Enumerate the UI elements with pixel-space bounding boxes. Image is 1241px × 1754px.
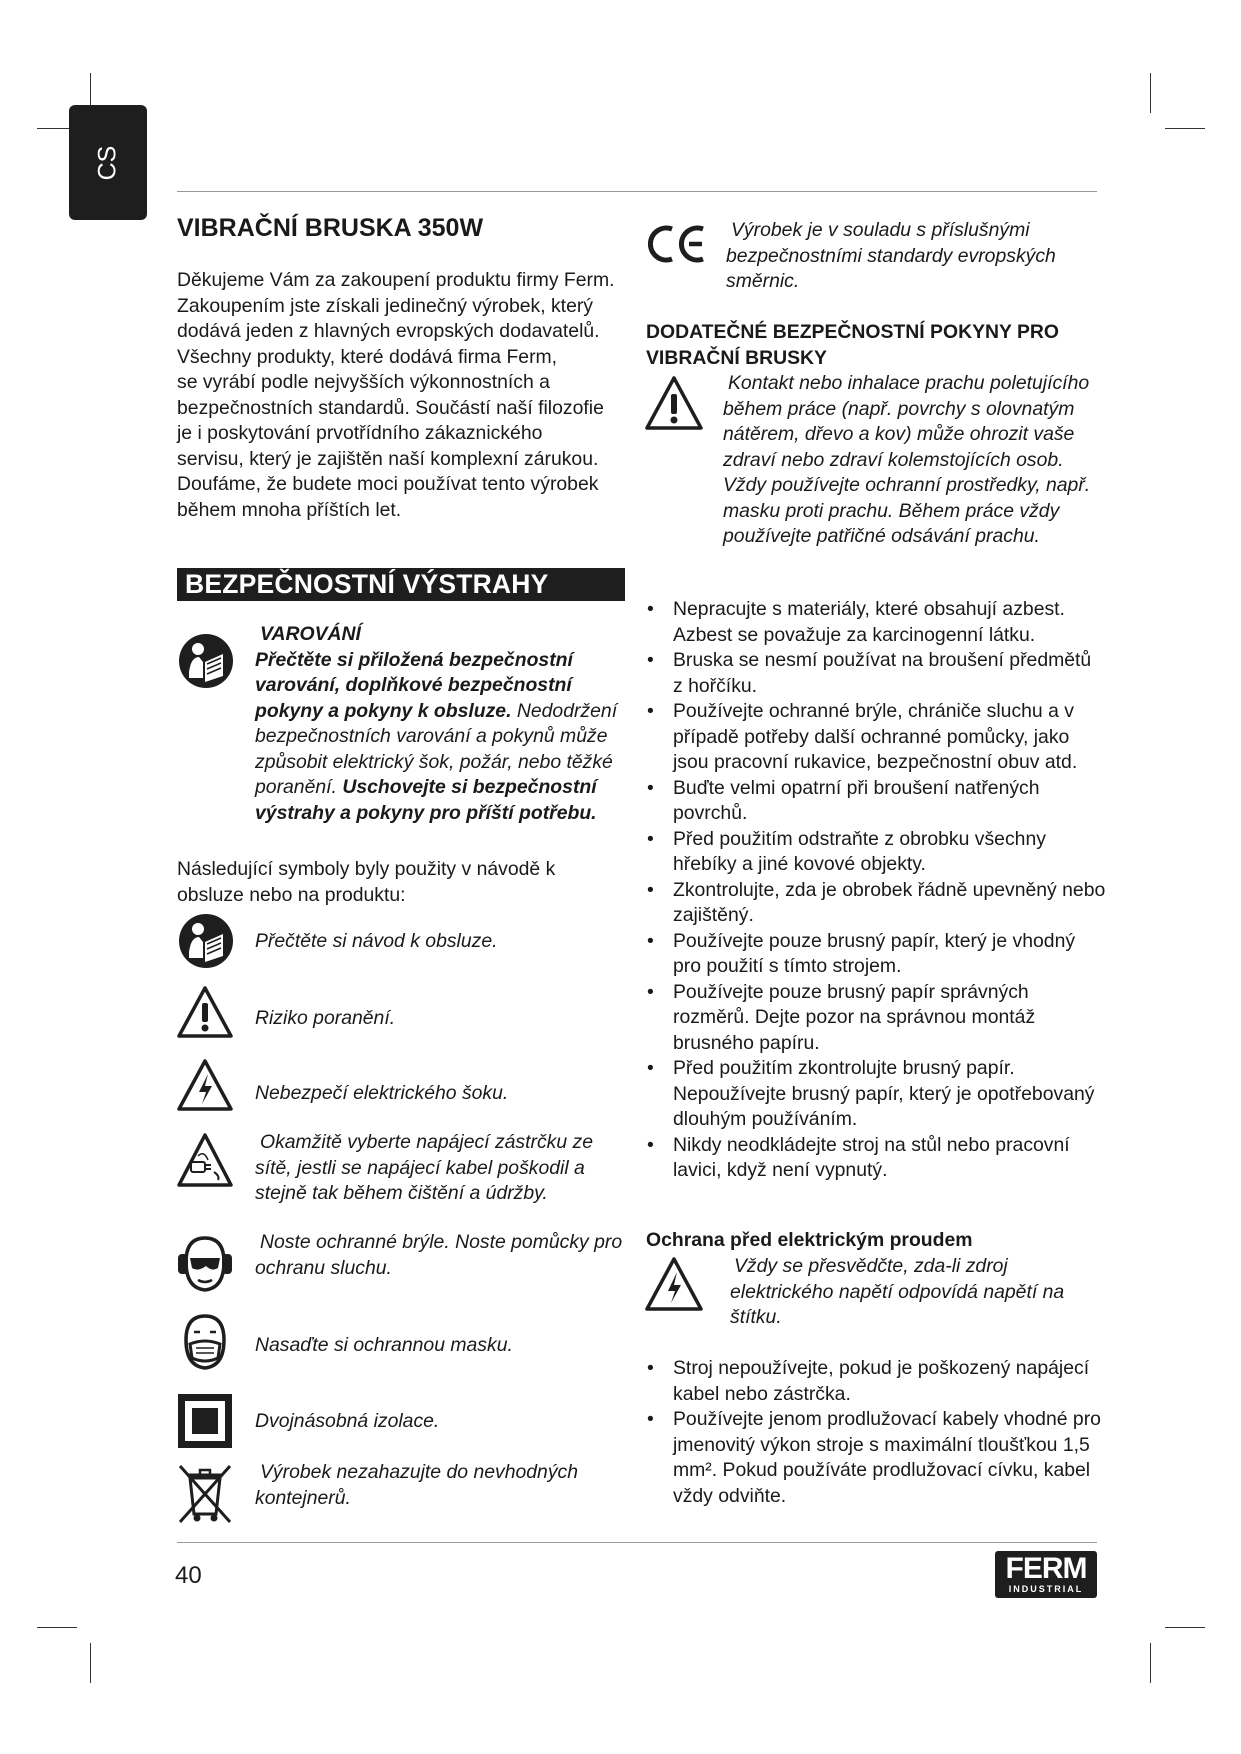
crop-mark xyxy=(1165,1627,1205,1628)
symbol-text: Nebezpečí elektrického šoku. xyxy=(255,1082,509,1104)
list-item: • Zkontrolujte, zda je obrobek řádně upevněný nebo zajištěný. xyxy=(646,878,1106,929)
dust-mask-icon xyxy=(176,1310,234,1372)
goggles-ear-protection-icon xyxy=(176,1232,234,1294)
language-tab xyxy=(69,105,147,220)
list-item xyxy=(646,1407,1106,1509)
symbol-text: Okamžitě vyberte napájecí zástrčku ze sítě, jestli se napájecí kabel poškodil a stejně tak během čištění a údržby. xyxy=(255,1131,594,1204)
warning-text-1: Nedodržení bezpečnostních varování a pokynů může způsobit elektrický šok, požár, nebo těžké poranění. xyxy=(255,699,618,798)
additional-heading: DODATEČNÉ BEZPEČNOSTNÍ POKYNY PRO VIBRAČNÍ BRUSKY xyxy=(646,321,1059,369)
symbols-intro: Následující symboly byly použity v návodě k obsluze nebo na produktu: xyxy=(177,858,556,906)
electric-heading: Ochrana před elektrickým proudem xyxy=(646,1229,973,1251)
symbol-text: Dvojnásobná izolace. xyxy=(255,1410,440,1432)
crop-mark xyxy=(1165,128,1205,129)
crop-mark xyxy=(90,1643,91,1683)
symbol-text: Přečtěte si návod k obsluze. xyxy=(255,930,498,952)
intro-line: bezpečnostních standardů. Součástí naší filozofie xyxy=(177,396,604,419)
list-item-text-cont: Pokud používáte prodlužovací cívku, kabel vždy odviňte. xyxy=(673,1459,1091,1507)
electric-bullets xyxy=(646,1356,1106,1509)
logo-wordmark: FERM xyxy=(1005,1552,1087,1585)
intro-line: servisu, který je zajištěn naší komplexní zárukou. xyxy=(177,447,599,470)
intro-line: dodává jeden z hlavných evropských dodavatelů. xyxy=(177,320,600,342)
language-code: CS xyxy=(93,145,122,180)
symbol-text: Noste ochranné brýle. Noste pomůcky pro ochranu sluchu. xyxy=(255,1231,623,1279)
list-item: • Bruska se nesmí používat na broušení předmětů z hořčíku. xyxy=(646,648,1106,699)
warning-bold-2: Uschovejte si bezpečnostní výstrahy a pokyny pro příští potřebu. xyxy=(255,776,597,824)
intro-line: se vyrábí podle nejvyšších výkonnostních a xyxy=(177,371,550,393)
warning-bold-1: Přečtěte si přiložená bezpečnostní varování, doplňkové bezpečnostní pokyny a pokyny k obsluze. xyxy=(255,648,573,722)
warning-triangle-icon xyxy=(176,985,234,1039)
intro-line: Děkujeme Vám za zakoupení produktu firmy Ferm. xyxy=(177,269,615,291)
crossed-bin-icon xyxy=(176,1462,234,1526)
list-item: • Používejte pouze brusný papír, který je vhodný pro použití s tímto strojem. xyxy=(646,929,1106,980)
crop-mark xyxy=(1150,1643,1151,1683)
bottom-rule xyxy=(177,1542,1097,1543)
list-item-text: Používejte jenom prodlužovací kabely vhodné pro jmenovitý výkon stroje s maximální tloušťkou 1,5 mm². xyxy=(673,1408,1101,1481)
ce-mark-icon xyxy=(645,221,707,267)
intro-line: Zakoupením jste získali jedinečný výrobek, který xyxy=(177,294,593,317)
crop-mark xyxy=(1150,73,1151,113)
electric-shock-icon xyxy=(176,1058,234,1112)
intro-line: Všechny produkty, které dodává firma Ferm, xyxy=(177,345,558,368)
warning-triangle-icon xyxy=(644,375,704,431)
list-item: • Používejte pouze brusný papír správných rozměrů. Dejte pozor na správnou montáž brusného papíru. xyxy=(646,980,1106,1057)
warning-label: VAROVÁNÍ xyxy=(260,623,361,645)
intro-line: během mnoha příštích let. xyxy=(177,498,402,521)
read-manual-icon xyxy=(177,632,235,690)
warning-text xyxy=(255,622,635,826)
ce-text: Výrobek je v souladu s příslušnými bezpečnostními standardy evropských směrnic. xyxy=(726,219,1056,292)
section-heading: BEZPEČNOSTNÍ VÝSTRAHY xyxy=(177,568,625,601)
intro-line: je i poskytování prvotřídního zákaznického xyxy=(177,422,543,444)
logo-subtitle: INDUSTRIAL xyxy=(1008,1584,1084,1594)
read-manual-icon xyxy=(177,912,235,970)
symbol-text: Riziko poranění. xyxy=(255,1007,396,1029)
safety-bullets xyxy=(646,597,1106,1184)
page-number: 40 xyxy=(175,1562,202,1589)
list-item: • Před použitím odstraňte z obrobku všechny hřebíky a jiné kovové objekty. xyxy=(646,827,1106,878)
ferm-logo xyxy=(995,1551,1097,1598)
list-item: • Buďte velmi opatrní při broušení natřených povrchů. xyxy=(646,776,1106,827)
list-item: • Stroj nepoužívejte, pokud je poškozený napájecí kabel nebo zástrčka. xyxy=(646,1356,1106,1407)
electric-text: Vždy se přesvědčte, zda-li zdroj elektrického napětí odpovídá napětí na štítku. xyxy=(730,1255,1065,1328)
list-item: • Používejte ochranné brýle, chrániče sluchu a v případě potřeby další ochranné pomůcky, jako jsou pracovní rukavice, bezpečnostní obuv atd. xyxy=(646,699,1106,776)
list-item: • Nepracujte s materiály, které obsahují azbest. Azbest se považuje za karcinogenní látku. xyxy=(646,597,1106,648)
list-item: • Nikdy neodkládejte stroj na stůl nebo pracovní lavici, když není vypnutý. xyxy=(646,1133,1106,1184)
double-insulation-icon xyxy=(176,1392,234,1450)
dust-warning-text: Kontakt nebo inhalace prachu poletujícího během práce (např. povrchy s olovnatým nátěrem, dřevo a kov) může ohrozit vaše zdraví nebo zdraví kolemstojících osob. Vždy používejte ochranní prostředky, např. masku proti prachu. Během práce vždy používejte patřičné odsávání prachu. xyxy=(723,372,1091,547)
electric-shock-icon xyxy=(644,1256,704,1312)
page-title: VIBRAČNÍ BRUSKA 350W xyxy=(177,214,484,242)
symbol-text: Nasaďte si ochrannou masku. xyxy=(255,1334,513,1356)
top-rule xyxy=(177,191,1097,192)
symbol-text: Výrobek nezahazujte do nevhodných kontejnerů. xyxy=(255,1461,579,1509)
list-item: • Před použitím zkontrolujte brusný papír. Nepoužívejte brusný papír, který je opotřebovaný dlouhým používáním. xyxy=(646,1056,1106,1133)
unplug-icon xyxy=(176,1132,234,1188)
intro-line: Doufáme, že budete moci používat tento výrobek xyxy=(177,473,599,495)
intro-paragraph xyxy=(177,268,637,523)
crop-mark xyxy=(37,1627,77,1628)
